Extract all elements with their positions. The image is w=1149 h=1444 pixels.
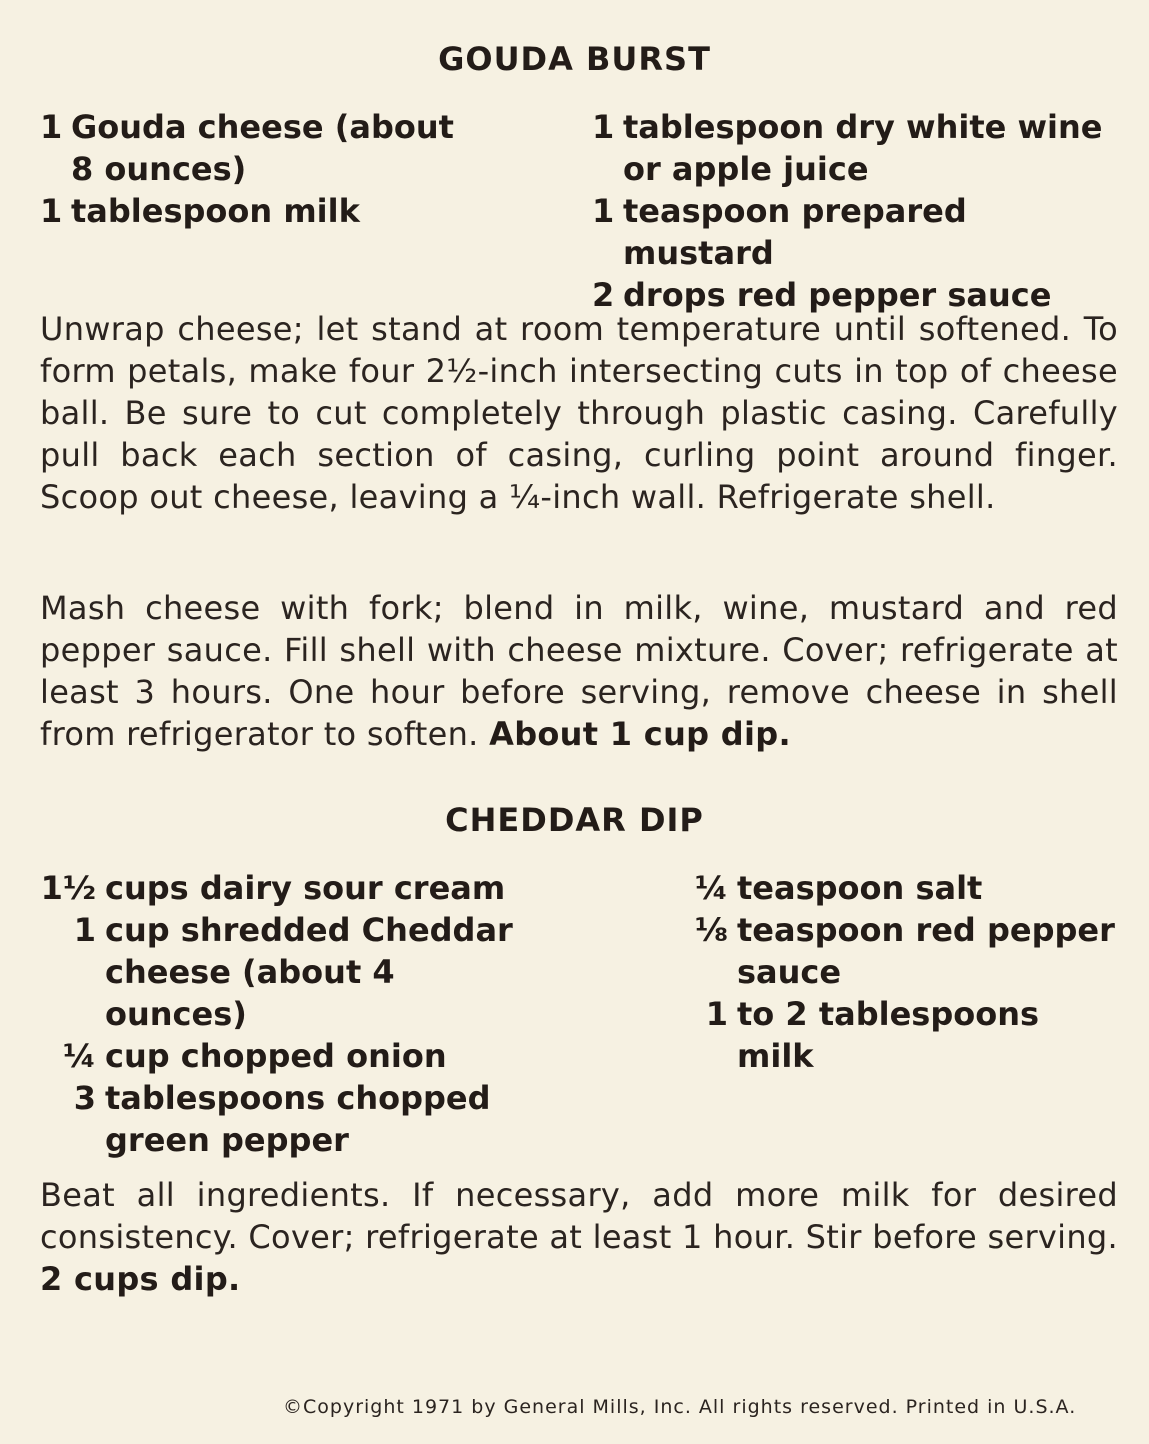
ingredient-list-right bbox=[592, 106, 1112, 316]
instruction-text: Beat all ingredients. If necessary, add more milk for desired consistency. Cover; refrigerate at least 1 hour. Stir before serving. bbox=[40, 1176, 1118, 1256]
ingredient-list-right bbox=[680, 867, 1120, 1077]
ingredient-text: teaspoon prepared mustard bbox=[623, 192, 967, 272]
ingredient-item bbox=[40, 106, 480, 190]
ingredient-quantity: 2 bbox=[592, 276, 615, 314]
ingredient-text: Gouda cheese (about 8 ounces) bbox=[71, 108, 454, 188]
ingredient-item bbox=[680, 909, 1120, 993]
ingredient-quantity: 1½ bbox=[40, 869, 96, 907]
instruction-paragraph bbox=[40, 308, 1118, 518]
instruction-paragraph bbox=[40, 587, 1118, 755]
ingredient-text: cup shredded Cheddar cheese (about 4 ounces) bbox=[105, 911, 513, 1033]
ingredient-quantity: ¼ bbox=[694, 869, 728, 907]
ingredient-quantity: 1 bbox=[73, 911, 96, 949]
ingredient-text: cup chopped onion bbox=[105, 1037, 447, 1075]
yield-text: About 1 cup dip. bbox=[489, 715, 791, 753]
ingredient-text: drops red pepper sauce bbox=[623, 276, 1052, 314]
ingredient-item bbox=[680, 867, 1120, 909]
ingredient-quantity: ¼ bbox=[62, 1037, 96, 1075]
ingredient-quantity: 1 bbox=[705, 995, 728, 1033]
ingredient-text: tablespoons chopped green pepper bbox=[105, 1079, 491, 1159]
recipe-title-cheddar-dip: CHEDDAR DIP bbox=[445, 801, 704, 839]
ingredient-text: tablespoon dry white wine or apple juice bbox=[623, 108, 1103, 188]
ingredient-item bbox=[592, 190, 1112, 274]
ingredient-text: teaspoon salt bbox=[737, 869, 983, 907]
ingredient-quantity: 1 bbox=[592, 108, 615, 146]
ingredient-text: cups dairy sour cream bbox=[105, 869, 506, 907]
ingredient-list-left bbox=[40, 106, 480, 232]
ingredient-quantity: ⅛ bbox=[694, 911, 728, 949]
ingredient-quantity: 1 bbox=[40, 108, 63, 146]
ingredient-text: to 2 tablespoons milk bbox=[737, 995, 1040, 1075]
ingredient-text: tablespoon milk bbox=[71, 192, 360, 230]
instruction-paragraph bbox=[40, 1174, 1118, 1300]
instruction-text: Mash cheese with fork; blend in milk, wine, mustard and red pepper sauce. Fill shell with cheese mixture. Cover; refrigerate at least 3 hours. One hour before serving, remove cheese in shell from refrigerator to soften. bbox=[40, 589, 1118, 753]
ingredient-item bbox=[40, 190, 480, 232]
yield-text: 2 cups dip. bbox=[40, 1260, 241, 1298]
ingredient-list-left bbox=[36, 867, 536, 1161]
ingredient-item bbox=[36, 909, 536, 1035]
ingredient-item bbox=[36, 867, 536, 909]
ingredient-quantity: 1 bbox=[40, 192, 63, 230]
ingredient-quantity: 1 bbox=[592, 192, 615, 230]
copyright-notice: ©Copyright 1971 by General Mills, Inc. All rights reserved. Printed in U.S.A. bbox=[283, 1396, 1077, 1418]
ingredient-item bbox=[36, 1035, 536, 1077]
ingredient-quantity: 3 bbox=[73, 1079, 96, 1117]
recipe-title-gouda-burst: GOUDA BURST bbox=[438, 40, 711, 78]
ingredient-item bbox=[680, 993, 1120, 1077]
ingredient-item bbox=[36, 1077, 536, 1161]
ingredient-text: teaspoon red pepper sauce bbox=[737, 911, 1115, 991]
instruction-text: Unwrap cheese; let stand at room temperature until softened. To form petals, make four 2½-inch intersecting cuts in top of cheese ball. Be sure to cut completely through plastic casing. Carefully pull back each section of casing, curling point around finger. Scoop out cheese, leaving a ¼-inch wall. Refrigerate shell. bbox=[40, 310, 1118, 516]
ingredient-item bbox=[592, 106, 1112, 190]
